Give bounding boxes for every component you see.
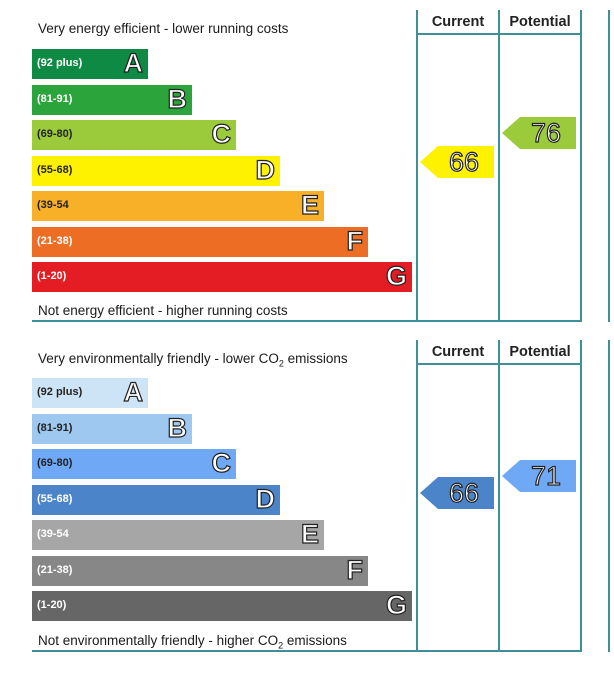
- band-range-label: (21-38): [37, 234, 73, 247]
- band-d: [32, 485, 280, 515]
- potential-rating-value: 76: [530, 118, 562, 148]
- band-range-label: (92 plus): [37, 386, 83, 398]
- frame-line: [580, 10, 582, 322]
- frame-line: [416, 33, 582, 35]
- band-f: [32, 227, 368, 257]
- caption-text: emissions: [283, 351, 348, 366]
- band-range-label: (1-20): [37, 599, 67, 611]
- band-letter: D: [255, 483, 275, 514]
- band-letter: B: [167, 412, 187, 443]
- band-range-label: (81-91): [37, 92, 73, 105]
- band-letter: B: [167, 83, 187, 114]
- band-range-label: (55-68): [37, 492, 73, 505]
- top-caption: [38, 351, 348, 369]
- band-range-label: (55-68): [37, 163, 73, 176]
- band-letter: E: [300, 190, 319, 220]
- caption-text: Not environmentally friendly - higher CO: [38, 633, 279, 648]
- potential-rating-value: 71: [530, 461, 562, 491]
- band-a: [32, 49, 148, 79]
- band-g: [32, 262, 412, 292]
- caption-text: Very environmentally friendly - lower CO: [38, 351, 279, 366]
- current-rating-value: 66: [448, 478, 480, 508]
- top-caption: Very energy efficient - lower running costs: [38, 21, 289, 36]
- frame-line: [498, 340, 500, 652]
- band-e: [32, 520, 324, 550]
- band-range-label: (1-20): [37, 270, 67, 282]
- caption-subscript: 2: [278, 358, 284, 369]
- bottom-caption: Not energy efficient - higher running costs: [38, 303, 288, 318]
- bottom-caption: [38, 633, 347, 651]
- band-d: [32, 156, 280, 186]
- band-c: [32, 120, 236, 150]
- band-range-label: (21-38): [37, 563, 73, 576]
- current-column-header: Current: [431, 344, 485, 360]
- band-letter: F: [346, 225, 363, 256]
- frame-line: [608, 10, 610, 322]
- band-letter: G: [385, 261, 407, 291]
- band-letter: A: [123, 377, 143, 407]
- caption-subscript: 2: [278, 640, 284, 651]
- band-c: [32, 449, 236, 479]
- band-letter: E: [300, 519, 319, 549]
- band-letter: F: [346, 554, 363, 585]
- frame-line: [608, 340, 610, 652]
- band-a: [32, 378, 148, 408]
- current-rating-value: 66: [448, 147, 480, 177]
- energy-efficiency-chart: [0, 0, 614, 330]
- frame-line: [32, 320, 582, 322]
- band-letter: D: [255, 154, 275, 185]
- band-letter: C: [211, 119, 231, 149]
- band-letter: C: [211, 448, 231, 478]
- band-f: [32, 556, 368, 586]
- potential-column-header: Potential: [509, 14, 571, 30]
- frame-line: [416, 363, 582, 365]
- frame-line: [580, 340, 582, 652]
- band-e: [32, 191, 324, 221]
- frame-line: [498, 10, 500, 322]
- band-letter: G: [385, 590, 407, 620]
- potential-column-header: Potential: [509, 344, 571, 360]
- band-b: [32, 85, 192, 115]
- band-range-label: (39-54: [37, 199, 69, 211]
- caption-text: emissions: [283, 633, 347, 648]
- band-letter: A: [123, 48, 143, 78]
- band-range-label: (69-80): [37, 128, 73, 140]
- band-range-label: (92 plus): [37, 57, 83, 69]
- band-range-label: (69-80): [37, 457, 73, 469]
- band-range-label: (39-54: [37, 528, 69, 540]
- band-range-label: (81-91): [37, 421, 73, 434]
- frame-line: [416, 10, 418, 322]
- frame-line: [416, 340, 418, 652]
- current-column-header: Current: [431, 14, 485, 30]
- environmental-impact-chart: [0, 340, 614, 670]
- band-b: [32, 414, 192, 444]
- band-g: [32, 591, 412, 621]
